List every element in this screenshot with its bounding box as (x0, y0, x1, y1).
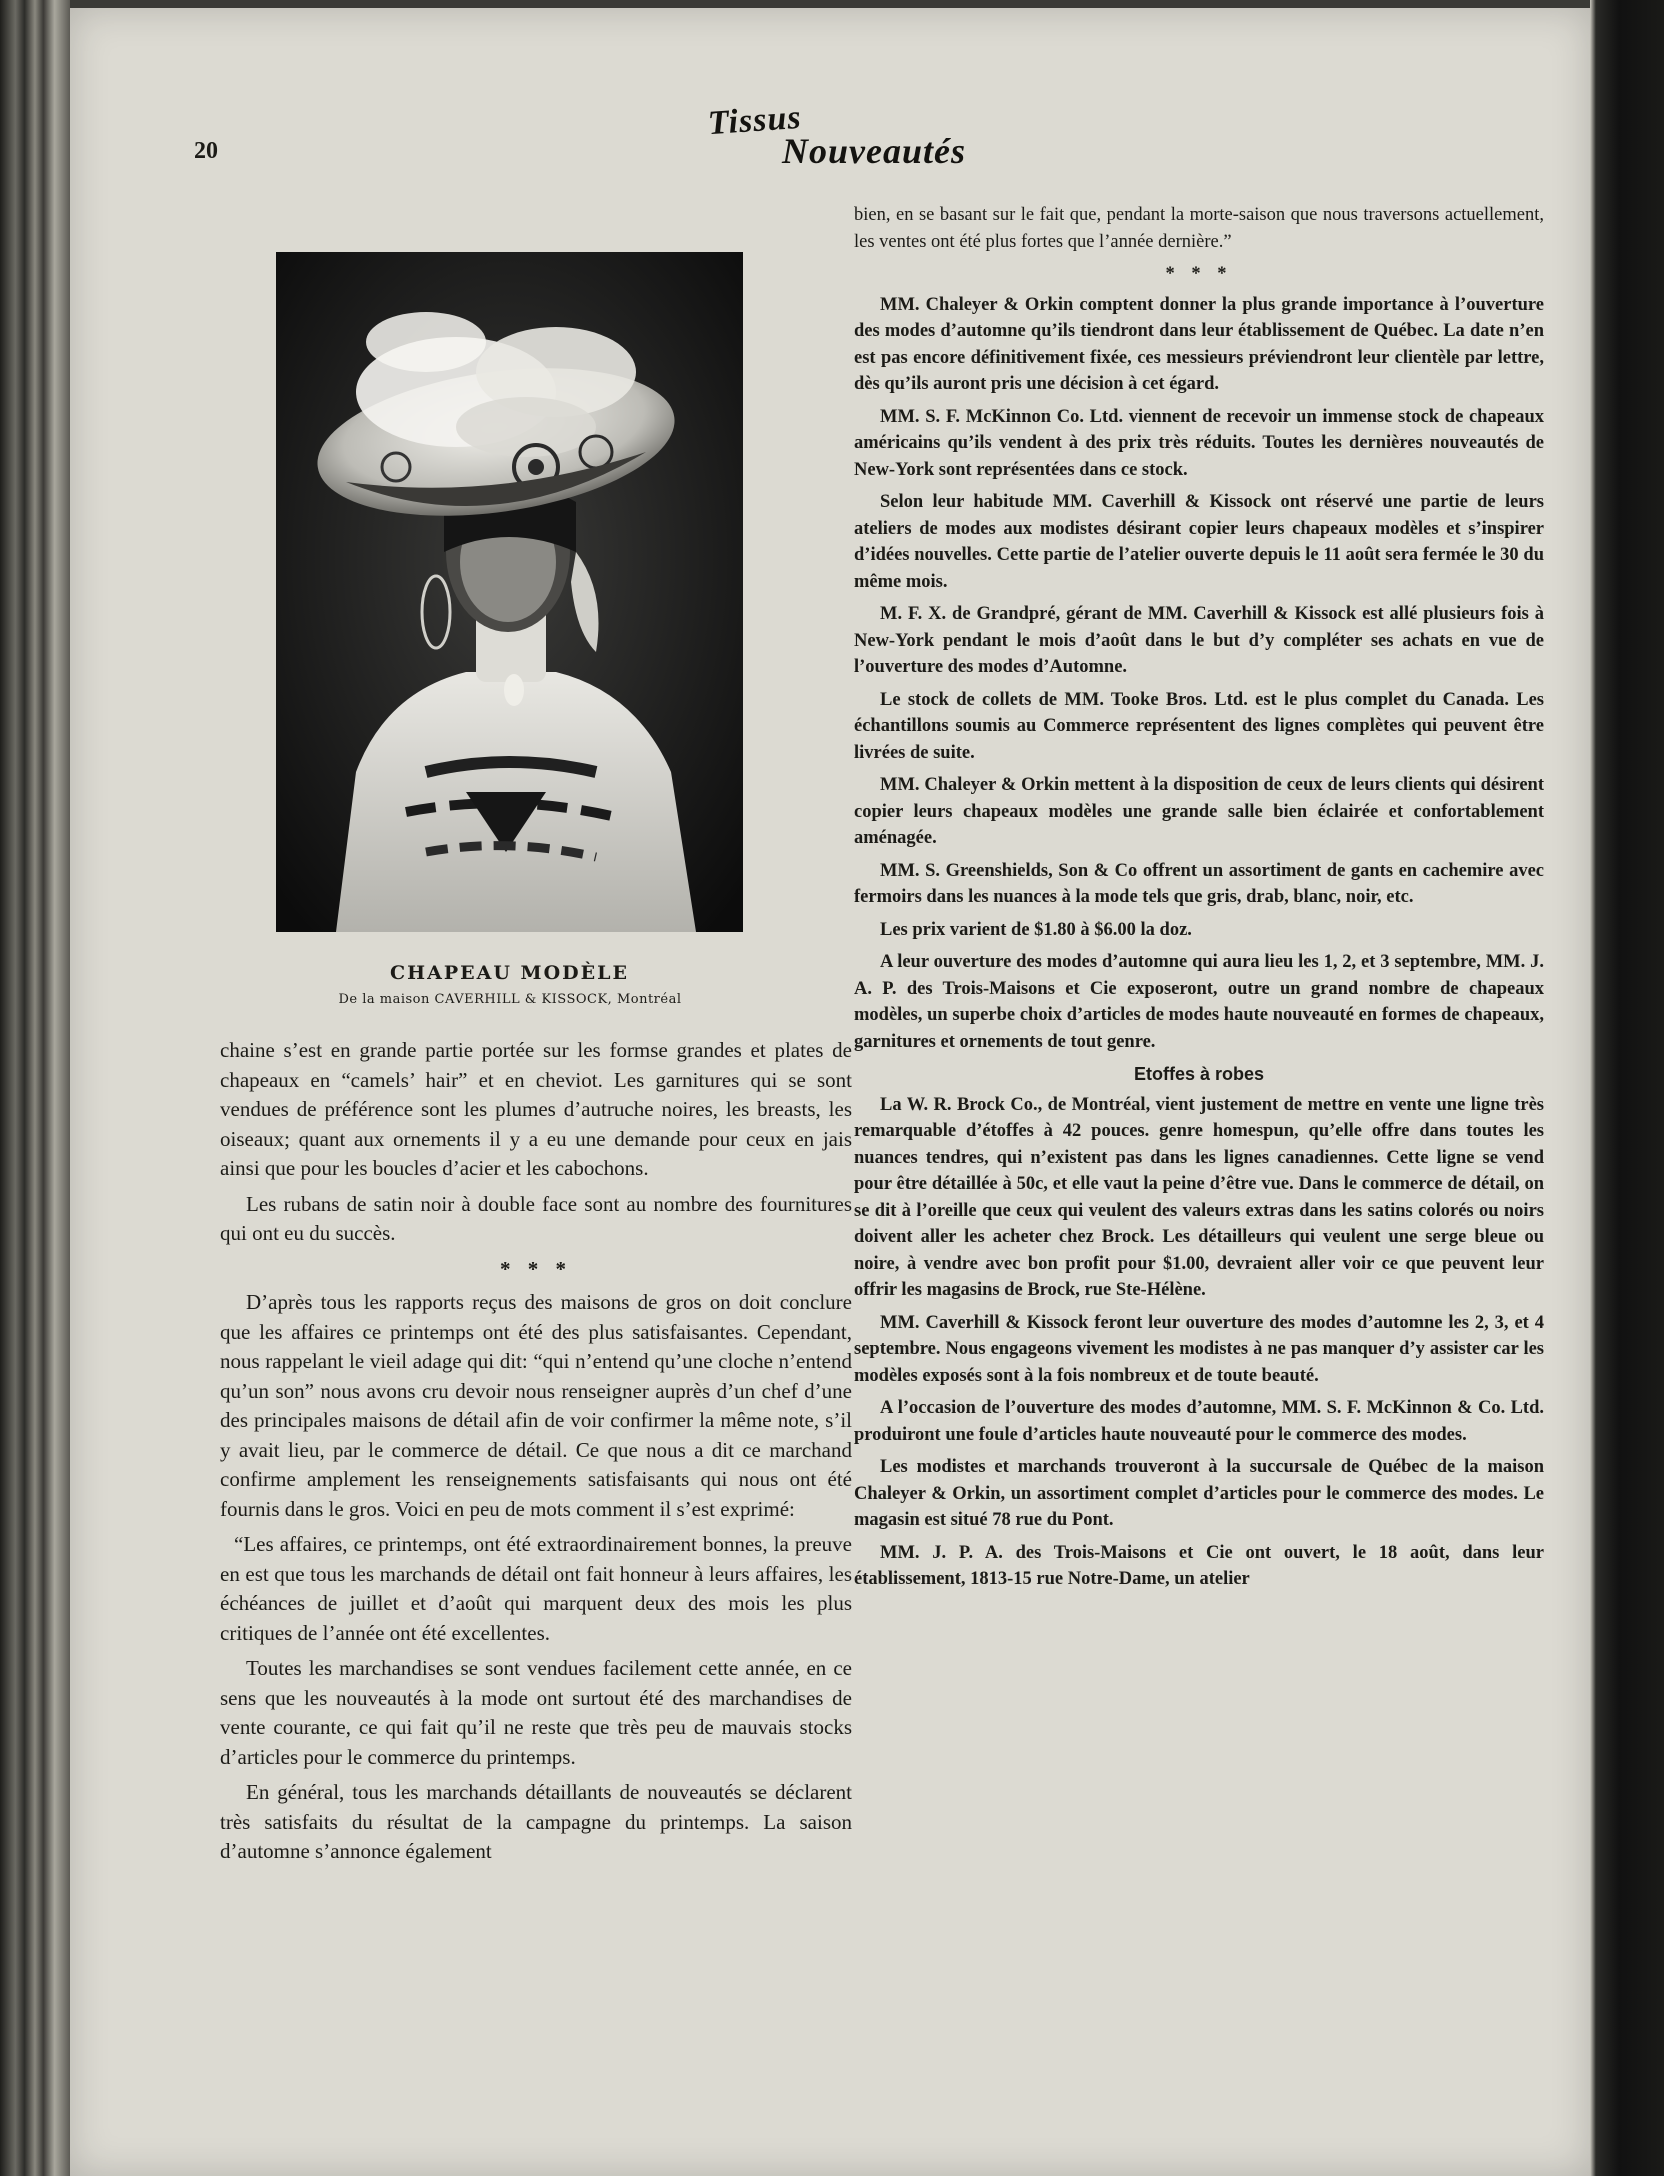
paragraph: “Les affaires, ce printemps, ont été extraordinairement bonnes, la preuve en est que tous les marchands de détail ont fait honneur à leurs affaires, les échéances de juillet et d’août qui marquent deux des mois les plus critiques de l’année ont été excellentes. (220, 1532, 852, 1645)
book-spine (0, 0, 70, 2176)
paragraph: En général, tous les marchands détaillants de nouveautés se déclarent très satisfaits du résultat de la campagne du printemps. La saison d’automne s’annonce également (220, 1780, 852, 1863)
photo-caption-title: CHAPEAU MODÈLE (390, 962, 629, 984)
section-divider: * * * (1165, 264, 1233, 284)
paragraph: M. F. X. de Grandpré, gérant de MM. Caverhill & Kissock est allé plusieurs fois à New-York pendant le mois d’août dans le but d’y compléter ses achats en vue de l’ouverture des modes d’Automne. (854, 604, 1544, 677)
photo-caption-subtitle: De la maison CAVERHILL & KISSOCK, Montréal (338, 992, 682, 1007)
paragraph: A l’occasion de l’ouverture des modes d’automne, MM. S. F. McKinnon & Co. Ltd. produiront une foule d’articles haute nouveauté pour le commerce des modes. (854, 1398, 1544, 1445)
paragraph: La W. R. Brock Co., de Montréal, vient justement de mettre en vente une ligne très remarquable d’étoffes à 42 pouces. genre homespun, qu’elle offre dans toutes les nuances tendres, qui n’existent pas dans les lignes canadiennes. Cette ligne se vend pour être détaillée à 50c, et elle vaut la peine d’être vue. Dans le commerce de détail, on se dit à l’oreille que ceux qui veulent des valeurs extras dans les satins colorés ou noirs doivent aller les acheter chez Brock. Les détailleurs qui veulent une serge bleue ou noire, à vendre avec bon profit pour $1.00, devraient aller voir ce que peuvent leur offrir les magasins de Brock, rue Ste-Hélène. (854, 1094, 1544, 1300)
right-column (854, 202, 1544, 1599)
section-divider: * * * (500, 1256, 572, 1281)
paragraph: Selon leur habitude MM. Caverhill & Kissock ont réservé une partie de leurs ateliers de modes aux modistes désirant copier leurs chapeaux modèles et s’inspirer d’idées nouvelles. Cette partie de l’atelier ouverte depuis le 11 août sera fermée le 30 du même mois. (854, 492, 1544, 592)
page-number: 20 (194, 138, 218, 164)
hat-model-photo (276, 252, 743, 932)
paragraph: Les rubans de satin noir à double face sont au nombre des fournitures qui ont eu du succès. (220, 1191, 852, 1245)
masthead-line2: Nouveautés (782, 131, 966, 171)
photo-illustration (276, 252, 743, 932)
paragraph: MM. Caverhill & Kissock feront leur ouverture des modes d’automne les 2, 3, et 4 septembre. Nous engageons vivement les modistes à ne pas manquer d’y assister car les modèles exposés sont à la fois nombreux et de toute beauté. (854, 1312, 1544, 1386)
paragraph: MM. S. Greenshields, Son & Co offrent un assortiment de gants en cachemire avec fermoirs dans les nuances à la mode tels que gris, drab, blanc, noir, etc. (854, 860, 1544, 907)
paragraph: Les prix varient de $1.80 à $6.00 la doz. (880, 919, 1192, 940)
paragraph: MM. S. F. McKinnon Co. Ltd. viennent de recevoir un immense stock de chapeaux américains qu’ils vendent à des prix très réduits. Toutes les dernières nouveautés de New-York sont représentées dans ce stock. (854, 406, 1544, 480)
paragraph: chaine s’est en grande partie portée sur les formse grandes et plates de chapeaux en “camels’ hair” et en cheviot. Les garnitures qui se sont vendues de préférence sont les plumes d’autruche noires, les breasts, les oiseaux; quant aux ornements il y a eu une demande pour ceux en jais ainsi que pour les boucles d’acier et les cabochons. (220, 1038, 852, 1180)
paragraph: MM. Chaleyer & Orkin mettent à la disposition de ceux de leurs clients qui désirent copier leurs chapeaux modèles une grande salle bien éclairée et confortablement aménagée. (854, 775, 1544, 848)
masthead-line1: Tissus (706, 98, 803, 143)
paragraph: bien, en se basant sur le fait que, pendant la morte-saison que nous traversons actuellement, les ventes ont été plus fortes que l’année dernière.” (854, 205, 1544, 252)
paragraph: Le stock de collets de MM. Tooke Bros. Ltd. est le plus complet du Canada. Les échantillons soumis au Commerce représentent des lignes complètes qui peuvent être livrées de suite. (854, 689, 1544, 763)
paragraph: Les modistes et marchands trouveront à la succursale de Québec de la maison Chaleyer & Orkin, un assortiment complet d’articles pour le commerce des modes. Le magasin est situé 78 rue du Pont. (854, 1457, 1544, 1530)
section-heading: Etoffes à robes (1133, 1064, 1265, 1084)
paragraph: Toutes les marchandises se sont vendues facilement cette année, en ce sens que les nouveautés à la mode ont surtout été des marchandises de vente courante, ce qui fait qu’il ne reste que très peu de mauvais stocks d’articles pour le commerce du printemps. (220, 1656, 852, 1769)
masthead-logo (686, 98, 976, 178)
paragraph: MM. Chaleyer & Orkin comptent donner la plus grande importance à l’ouverture des modes d’automne qu’ils tiendront dans leur établissement de Québec. La date n’en est pas encore définitivement fixée, ces messieurs préviendront leur clientèle par lettre, dès qu’ils auront pris une décision à cet égard. (854, 294, 1544, 394)
paragraph: A leur ouverture des modes d’automne qui aura lieu les 1, 2, et 3 septembre, MM. J. A. P. des Trois-Maisons et Cie exposeront, outre un grand nombre de chapeaux modèles, un superbe choix d’articles de modes haute nouveauté en formes de chapeaux, garnitures et ornements de tout genre. (854, 952, 1544, 1052)
left-column (220, 1036, 852, 1873)
paragraph: D’après tous les rapports reçus des maisons de gros on doit conclure que les affaires ce printemps ont été des plus satisfaisantes. Cependant, nous rappelant le vieil adage qui dit: “qui n’entend qu’une cloche n’entend qu’un son” nous avons cru devoir nous renseigner auprès d’un chef d’une des principales maisons de détail afin de voir confirmer la même note, s’il y avait lieu, par le commerce de détail. Ce que nous a dit ce marchand confirme amplement les renseignements satisfaisants qui nous ont été fournis dans le gros. Voici en peu de mots comment il s’est exprimé: (220, 1290, 852, 1521)
paragraph: MM. J. P. A. des Trois-Maisons et Cie ont ouvert, le 18 août, dans leur établissement, 1813-15 rue Notre-Dame, un atelier (854, 1542, 1544, 1589)
next-page-edge (1590, 0, 1664, 2176)
